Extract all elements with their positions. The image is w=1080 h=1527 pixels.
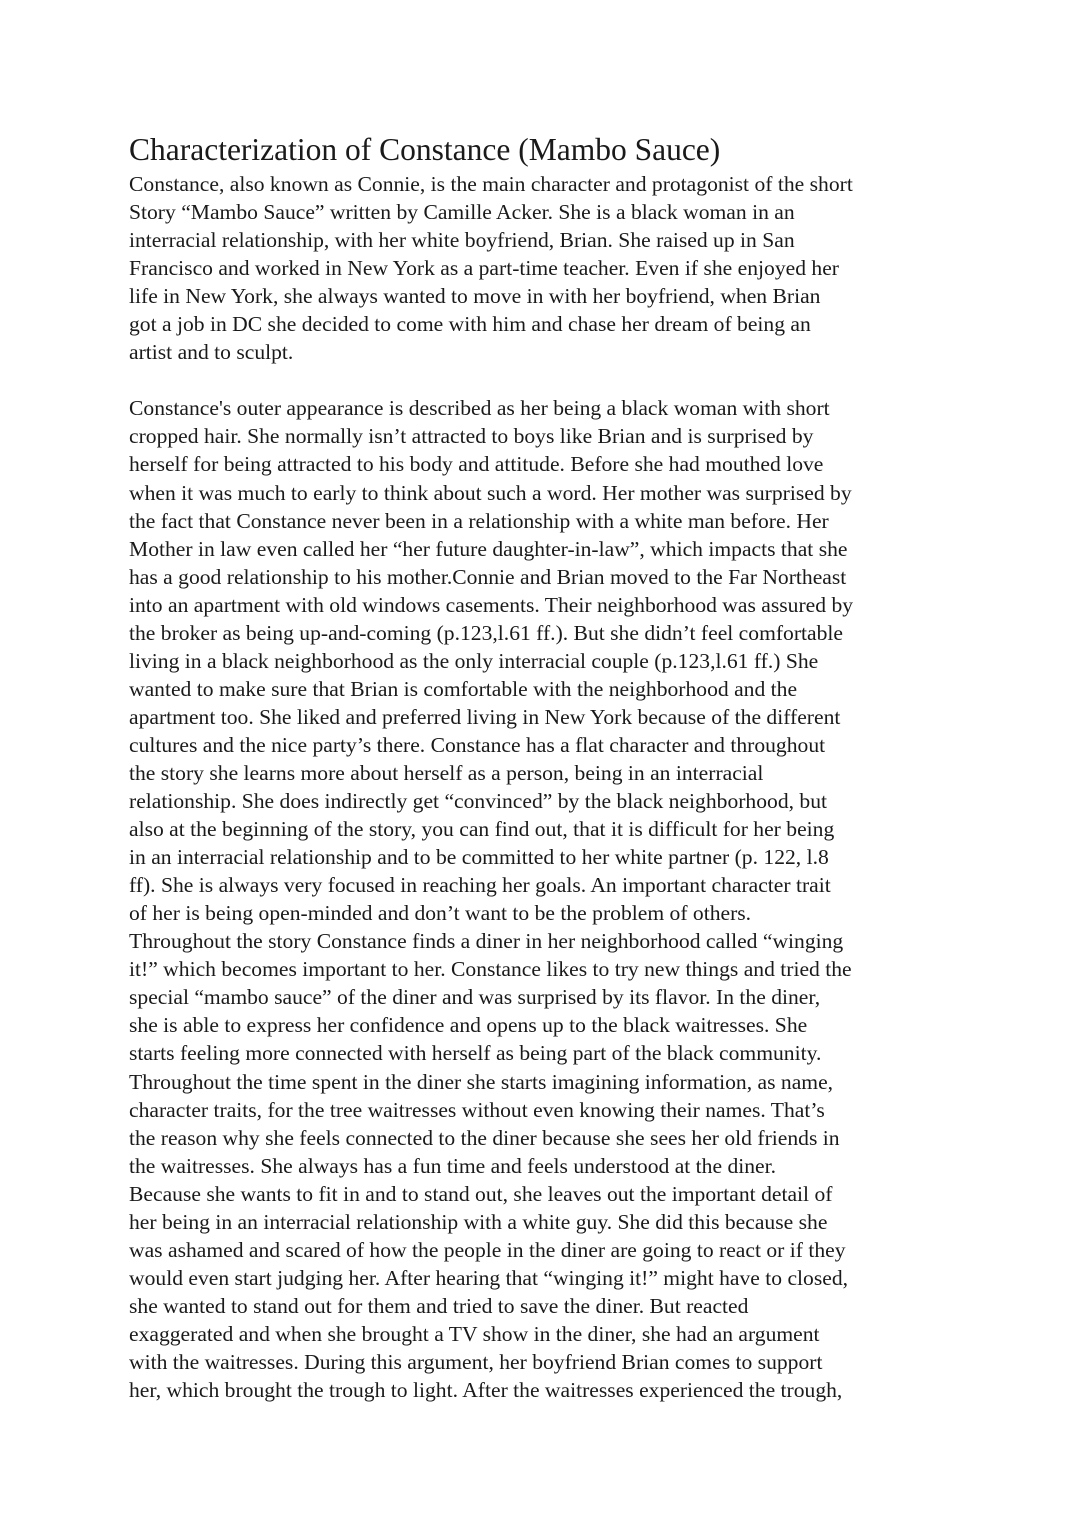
text-line: she wanted to stand out for them and tried to save the diner. But reacted (129, 1293, 749, 1318)
paragraph-gap (129, 366, 960, 394)
text-line: the story she learns more about herself as a person, being in an interracial (129, 760, 764, 785)
paragraph-2 (129, 394, 960, 1404)
text-line: the broker as being up-and-coming (p.123,l.61 ff.). But she didn’t feel comfortable (129, 620, 844, 645)
text-line: would even start judging her. After hearing that “winging it!” might have to closed, (129, 1265, 849, 1290)
text-line: Because she wants to fit in and to stand out, she leaves out the important detail of (129, 1181, 833, 1206)
text-line: life in New York, she always wanted to move in with her boyfriend, when Brian (129, 284, 821, 309)
text-line: artist and to sculpt. (129, 340, 294, 365)
text-line: cropped hair. She normally isn’t attracted to boys like Brian and is surprised by (129, 424, 814, 449)
text-line: her being in an interracial relationship with a white guy. She did this because she (129, 1209, 828, 1234)
text-line: when it was much to early to think about such a word. Her mother was surprised by (129, 480, 852, 505)
text-line: herself for being attracted to his body and attitude. Before she had mouthed love (129, 452, 824, 477)
text-line: interracial relationship, with her white boyfriend, Brian. She raised up in San (129, 228, 795, 253)
text-line: exaggerated and when she brought a TV show in the diner, she had an argument (129, 1321, 820, 1346)
text-line: ff). She is always very focused in reaching her goals. An important character trait (129, 873, 831, 898)
text-line: her, which brought the trough to light. After the waitresses experienced the trough, (129, 1378, 843, 1403)
text-line: relationship. She does indirectly get “convinced” by the black neighborhood, but (129, 789, 828, 814)
document-title: Characterization of Constance (Mambo Sauce) (129, 132, 721, 167)
text-line: Throughout the story Constance finds a diner in her neighborhood called “winging (129, 929, 844, 954)
text-line: Story “Mambo Sauce” written by Camille Acker. She is a black woman in an (129, 200, 795, 225)
text-line: has a good relationship to his mother.Connie and Brian moved to the Far Northeast (129, 564, 847, 589)
text-line: the reason why she feels connected to the diner because she sees her old friends in (129, 1125, 840, 1150)
text-line: character traits, for the tree waitresses without even knowing their names. That’s (129, 1097, 825, 1122)
text-line: cultures and the nice party’s there. Constance has a flat character and throughout (129, 732, 826, 757)
paragraph-1 (129, 170, 960, 366)
text-line: living in a black neighborhood as the only interracial couple (p.123,l.61 ff.) She (129, 648, 819, 673)
text-line: in an interracial relationship and to be committed to her white partner (p. 122, l.8 (129, 845, 829, 870)
text-line: Francisco and worked in New York as a part-time teacher. Even if she enjoyed her (129, 256, 839, 281)
text-line: with the waitresses. During this argument, her boyfriend Brian comes to support (129, 1349, 823, 1374)
text-line: the fact that Constance never been in a relationship with a white man before. Her (129, 508, 829, 533)
text-line: apartment too. She liked and preferred living in New York because of the different (129, 704, 841, 729)
text-line: into an apartment with old windows casements. Their neighborhood was assured by (129, 592, 854, 617)
text-line: special “mambo sauce” of the diner and was surprised by its flavor. In the diner, (129, 985, 821, 1010)
text-line: she is able to express her confidence and opens up to the black waitresses. She (129, 1013, 808, 1038)
text-line: it!” which becomes important to her. Constance likes to try new things and tried the (129, 957, 852, 982)
text-line: Throughout the time spent in the diner she starts imagining information, as name, (129, 1069, 834, 1094)
text-line: got a job in DC she decided to come with him and chase her dream of being an (129, 312, 811, 337)
text-line: the waitresses. She always has a fun time and feels understood at the diner. (129, 1153, 777, 1178)
text-line: Mother in law even called her “her future daughter-in-law”, which impacts that she (129, 536, 848, 561)
text-line: of her is being open-minded and don’t want to be the problem of others. (129, 901, 752, 926)
text-line: Constance's outer appearance is described as her being a black woman with short (129, 396, 830, 421)
text-line: was ashamed and scared of how the people in the diner are going to react or if they (129, 1237, 846, 1262)
text-line: Constance, also known as Connie, is the main character and protagonist of the short (129, 172, 853, 196)
text-line: wanted to make sure that Brian is comfortable with the neighborhood and the (129, 676, 798, 701)
text-line: also at the beginning of the story, you can find out, that it is difficult for her being (129, 817, 835, 842)
text-line: starts feeling more connected with herself as being part of the black community. (129, 1041, 822, 1066)
